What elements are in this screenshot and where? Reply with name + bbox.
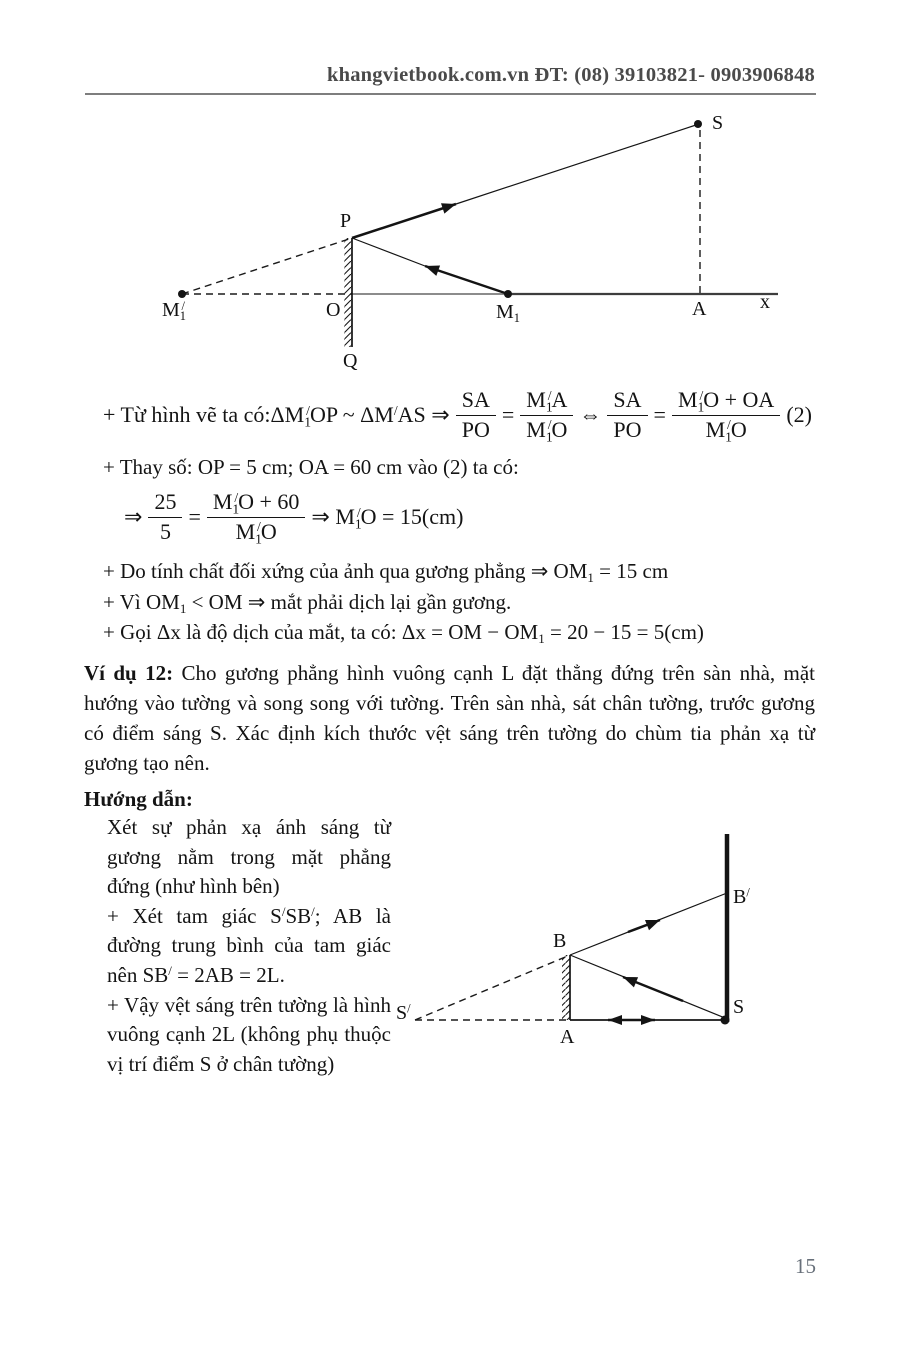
- arrowhead-toward-p: [425, 266, 440, 276]
- equation-number: (2): [786, 402, 812, 427]
- point-label-a: A: [692, 298, 707, 320]
- ray-m1-to-p-thin: [352, 238, 425, 266]
- ray-diagram-1-canvas: [0, 105, 899, 389]
- header-rule: [85, 93, 816, 95]
- equals-sign-3: =: [188, 504, 201, 529]
- fraction-m1o-oa: $\frac{M_1^/O + OA}{M_1^/O}$: [672, 388, 780, 442]
- ray-p-to-s-thick: [352, 204, 456, 238]
- example-12-label: Ví dụ 12:: [84, 661, 174, 685]
- mirror-ab-hatching: [562, 955, 570, 1020]
- point-label-m1: $M_1$: [496, 301, 520, 325]
- point-label-b: B: [553, 930, 567, 952]
- solution-12-paragraph-3: + Vậy vệt sáng trên tường là hình vuông cạnh 2L (không phụ thuộc vị trí điểm S ở chân tường): [107, 992, 391, 1076]
- equals-sign-2: =: [653, 402, 666, 427]
- point-s2-dot: [721, 1016, 730, 1025]
- fraction-m1a-m1o: $\frac{M_1^/A}{M_1^/O}$: [520, 388, 573, 442]
- dashed-ray-m1image-to-p: [182, 238, 352, 294]
- fraction-m1o-60: $\frac{M_1^/O + 60}{M_1^/O}$: [207, 490, 306, 544]
- point-label-s: S: [712, 112, 724, 134]
- equals-sign: =: [501, 402, 515, 427]
- point-m1-dot: [504, 290, 512, 298]
- substitution-line: + Thay số: OP = 5 cm; OA = 60 cm vào (2) ta có:: [103, 455, 519, 479]
- point-label-b-image: B/: [733, 885, 750, 908]
- fraction-sa-po-2: $\frac{SA}{PO}$: [607, 388, 647, 442]
- mirror-hatching: [344, 238, 352, 347]
- ray-p-to-s-thin: [456, 125, 696, 204]
- similarity-statement: $\Delta M_1^/OP$ ~ ΔM/AS ⇒: [270, 402, 450, 430]
- dashed-simage-to-b: [415, 955, 570, 1020]
- point-label-m1-image: $M_1^/$: [162, 298, 186, 323]
- compare-line: + Vì $OM_1$ < OM ⇒ mắt phải dịch lại gần gương.: [103, 590, 512, 617]
- page-number: 15: [795, 1254, 816, 1278]
- point-label-a2: A: [560, 1026, 575, 1048]
- point-label-q: Q: [343, 350, 358, 372]
- fraction-25-5: $\frac{25}{5}$: [148, 490, 182, 544]
- implies-sign: ⇒: [124, 504, 143, 529]
- arrowhead-toward-s: [441, 203, 456, 213]
- symmetry-line: + Do tính chất đối xứng của ảnh qua gương phẳng ⇒ $OM_1 = 15$ cm: [103, 559, 669, 586]
- example-12-paragraph: [84, 658, 815, 778]
- figure-mirror-diagram-2: [0, 820, 899, 1060]
- point-label-s2: S: [733, 996, 745, 1018]
- solution-12-paragraph-2: + Xét tam giác S/SB/; AB là đường trung bình của tam giác nên SB/ = 2AB = 2L.: [107, 903, 391, 987]
- equation-intro-text: + Từ hình vẽ ta có:: [103, 402, 271, 427]
- ray-diagram-2-canvas: [0, 820, 899, 1060]
- figure-mirror-diagram-1: [0, 105, 899, 389]
- point-s-dot: [694, 120, 702, 128]
- point-label-o: O: [326, 299, 341, 321]
- example-12-body: Cho gương phẳng hình vuông cạnh L đặt thẳng đứng trên sàn nhà, mặt hướng vào tường và song song với tường. Trên sàn nhà, sát chân tường, trước gương có điểm sáng S. Xác định kích thước vệt sáng trên tường do chùm tia phản xạ từ gương tạo nên.: [84, 661, 815, 775]
- arrowhead-toward-a: [608, 1015, 622, 1025]
- arrowhead-toward-b: [623, 977, 638, 987]
- result-value: ⇒ $M_1^/O = 15(cm)$: [311, 504, 464, 532]
- header-site-info: khangvietbook.com.vn ĐT: (08) 39103821- 0903906848: [327, 64, 815, 86]
- iff-sign: ⇔: [579, 402, 602, 427]
- guide-heading: Hướng dẫn:: [84, 787, 193, 811]
- equation-result: [124, 484, 463, 550]
- point-label-s-image: S/: [396, 1001, 411, 1024]
- shift-line: + Gọi Δx là độ dịch của mắt, ta có: Δx = OM − $OM_1 = 20 - 15 = 5(cm)$: [103, 620, 704, 647]
- fraction-sa-po: $\frac{SA}{PO}$: [456, 388, 496, 442]
- equation-similar-triangles: [103, 382, 815, 448]
- point-label-p: P: [340, 210, 352, 232]
- arrowhead-toward-s: [641, 1015, 655, 1025]
- point-m1-image-dot: [178, 290, 186, 298]
- axis-label-x: x: [760, 291, 770, 313]
- solution-12-paragraph-1: Xét sự phản xạ ánh sáng từ gương nằm trong mặt phẳng đứng (như hình bên): [107, 815, 391, 899]
- arrowhead-toward-bimage: [645, 920, 660, 930]
